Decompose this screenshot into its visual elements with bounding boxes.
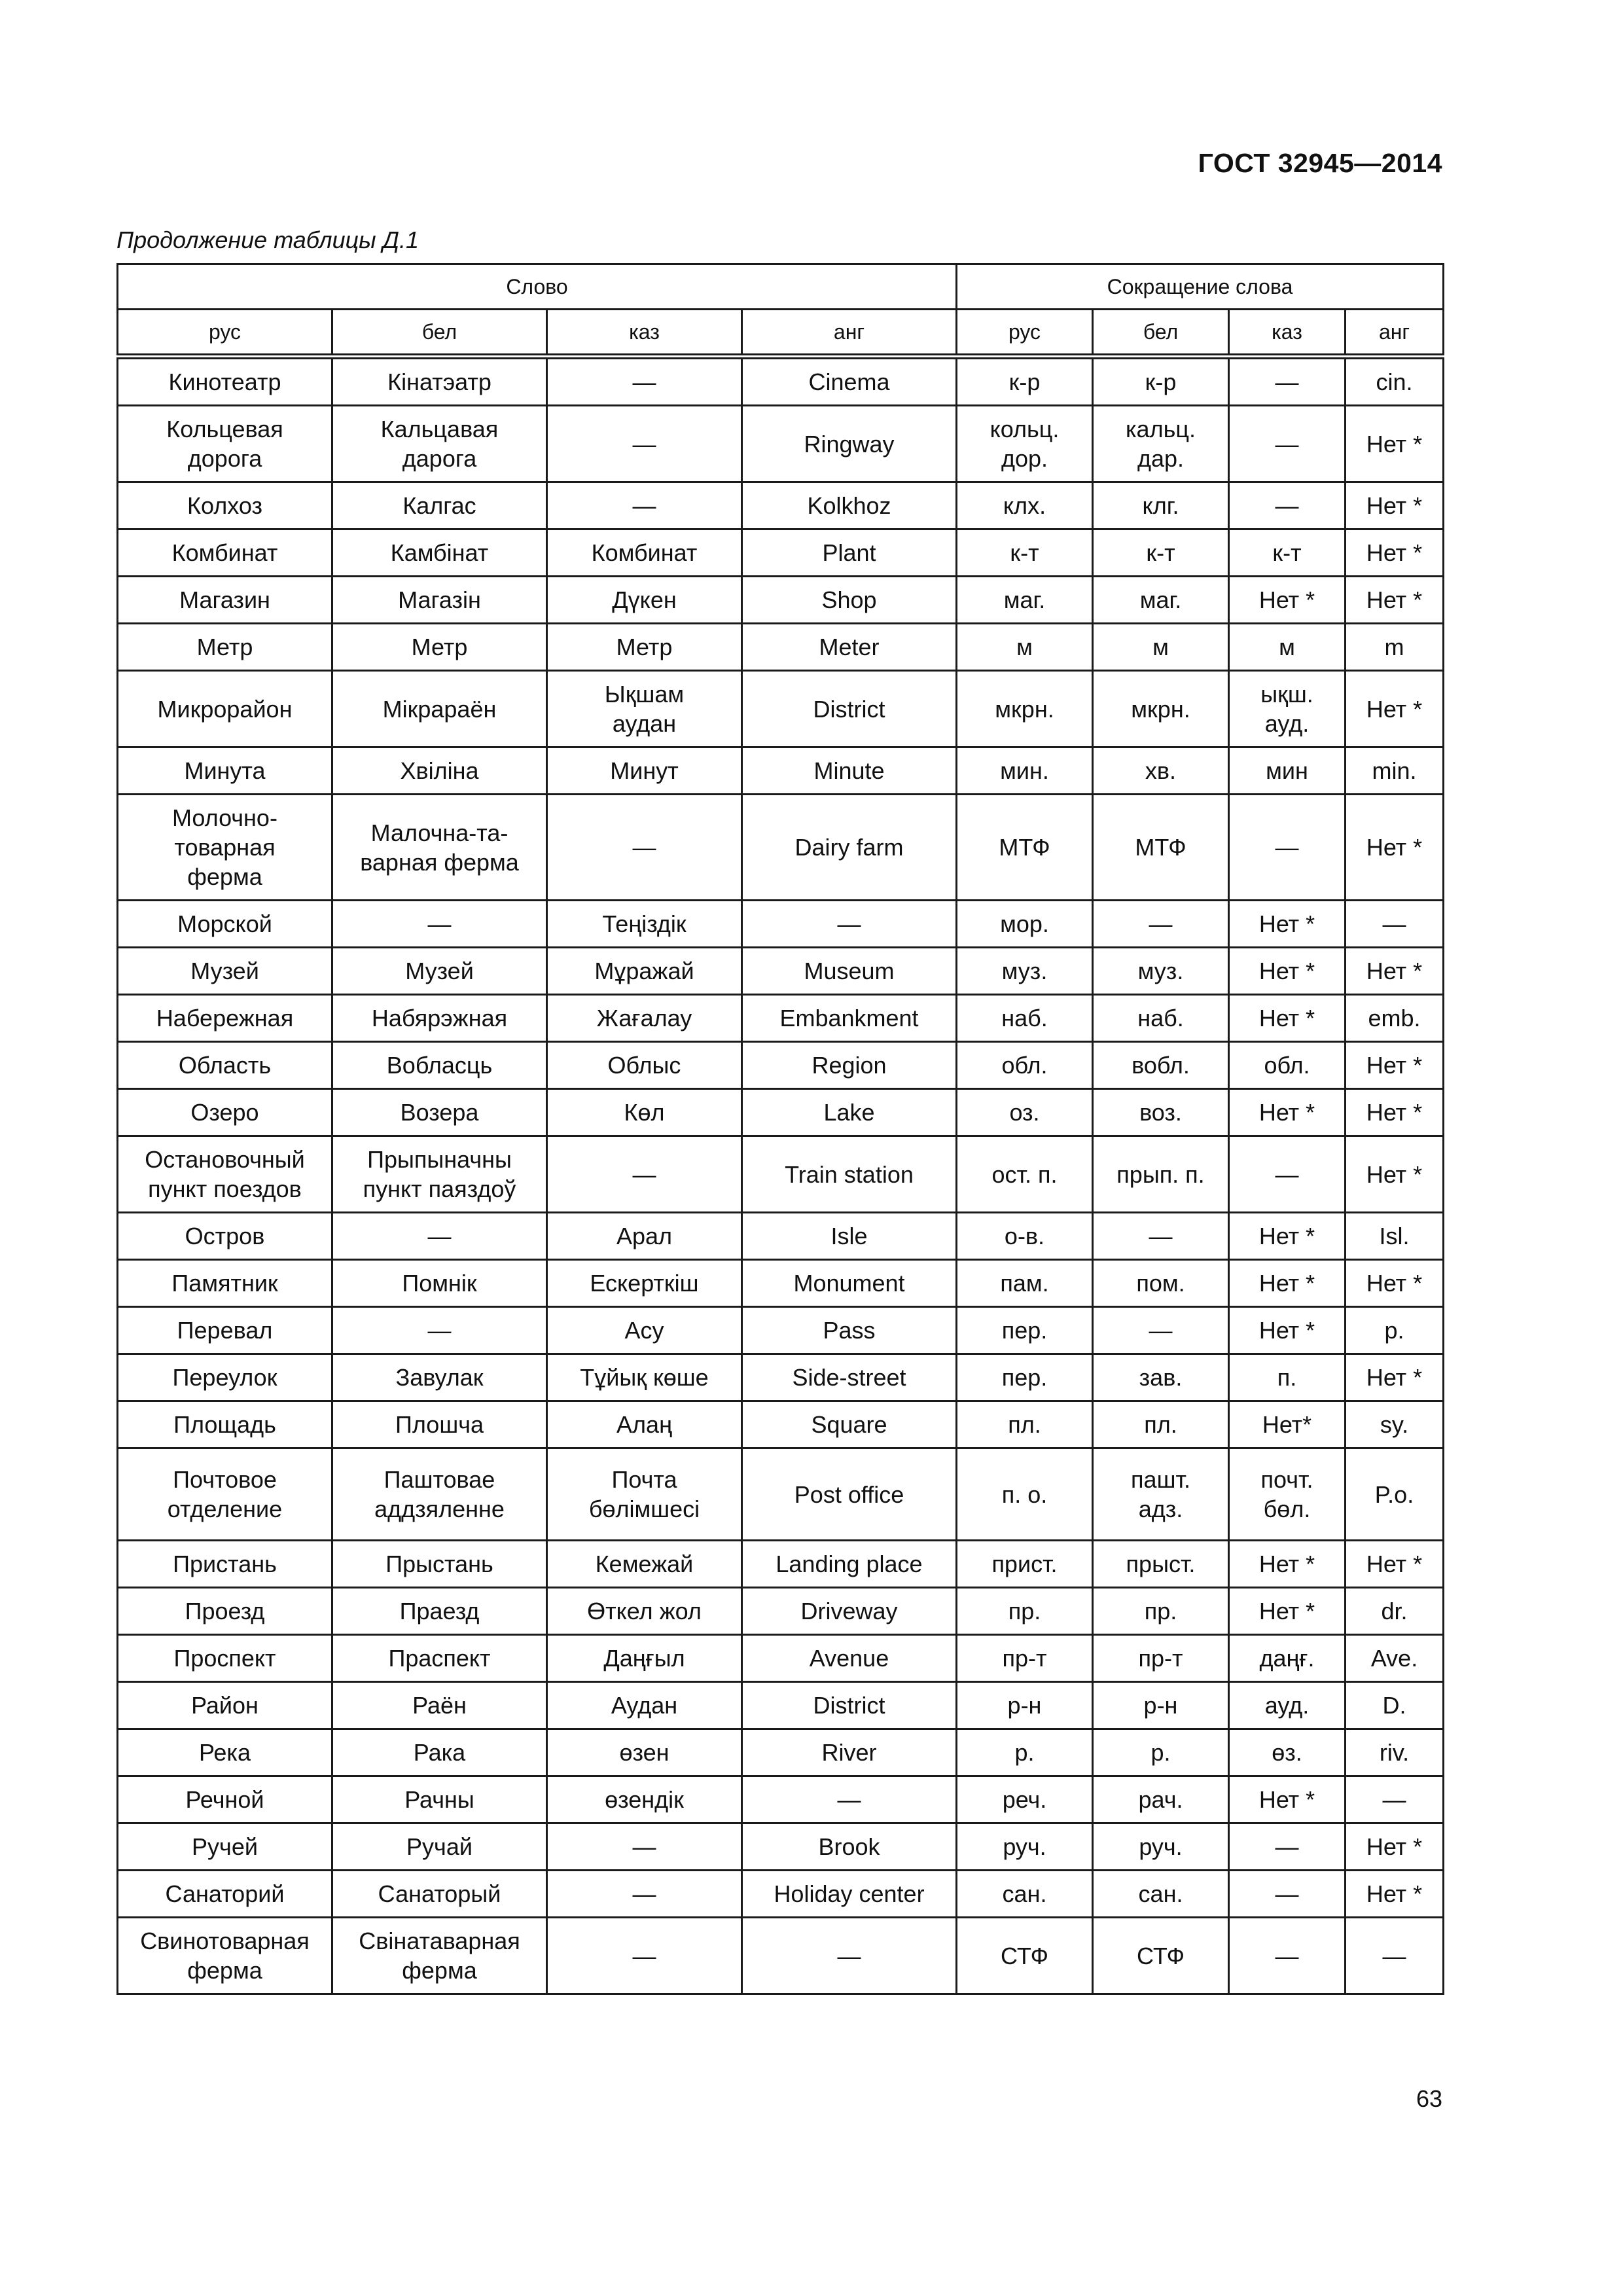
table-row (118, 1588, 1444, 1635)
table-cell: Проезд (118, 1588, 332, 1635)
table-cell: пл. (957, 1401, 1093, 1448)
table-cell: Isle (742, 1213, 957, 1260)
table-cell: Плошча (332, 1401, 547, 1448)
table-cell: Кемежай (547, 1541, 742, 1588)
table-cell: өзен (547, 1729, 742, 1776)
table-cell: ықш. ауд. (1229, 671, 1346, 747)
table-cell: Dairy farm (742, 795, 957, 901)
language-header-row (118, 310, 1444, 357)
table-row (118, 1089, 1444, 1136)
table-cell: Driveway (742, 1588, 957, 1635)
table-cell: муз. (1093, 948, 1229, 995)
table-cell: Cinema (742, 357, 957, 406)
table-cell: Минута (118, 747, 332, 795)
table-cell: пр. (957, 1588, 1093, 1635)
table-cell: ауд. (1229, 1682, 1346, 1729)
table-cell: riv. (1346, 1729, 1444, 1776)
table-cell: — (1229, 1918, 1346, 1994)
table-body (118, 357, 1444, 1994)
table-cell: өзендік (547, 1776, 742, 1823)
table-cell: оз. (957, 1089, 1093, 1136)
table-cell: обл. (1229, 1042, 1346, 1089)
table-cell: клх. (957, 482, 1093, 529)
table-cell: Речной (118, 1776, 332, 1823)
table-cell: Region (742, 1042, 957, 1089)
table-cell: СТФ (1093, 1918, 1229, 1994)
table-cell: Рака (332, 1729, 547, 1776)
table-cell: Даңғыл (547, 1635, 742, 1682)
table-cell: Нет * (1346, 529, 1444, 577)
table-cell: Нет * (1346, 671, 1444, 747)
table-cell: Нет * (1346, 1541, 1444, 1588)
table-cell: Embankment (742, 995, 957, 1042)
table-row (118, 357, 1444, 406)
table-cell: Кальцавая дарога (332, 406, 547, 482)
table-cell: — (547, 1136, 742, 1213)
table-cell: пом. (1093, 1260, 1229, 1307)
table-cell: хв. (1093, 747, 1229, 795)
table-cell: Переулок (118, 1354, 332, 1401)
column-header: бел (332, 310, 547, 357)
abbreviation-table (116, 263, 1444, 1995)
table-caption: Продолжение таблицы Д.1 (116, 226, 419, 253)
table-cell: Теңіздік (547, 901, 742, 948)
table-cell: Морской (118, 901, 332, 948)
page-number: 63 (1416, 2085, 1442, 2112)
table-cell: к-р (957, 357, 1093, 406)
table-cell: ост. п. (957, 1136, 1093, 1213)
table-cell: Музей (332, 948, 547, 995)
table-row (118, 624, 1444, 671)
table-cell: к-т (957, 529, 1093, 577)
table-cell: Почтовое отделение (118, 1448, 332, 1541)
table-cell: Малочна-та- варная ферма (332, 795, 547, 901)
table-cell: — (1229, 1823, 1346, 1871)
table-cell: Микрорайон (118, 671, 332, 747)
table-cell: Аудан (547, 1682, 742, 1729)
column-header: рус (118, 310, 332, 357)
table-row (118, 1448, 1444, 1541)
table-cell: Рачны (332, 1776, 547, 1823)
table-cell: — (547, 1918, 742, 1994)
table-cell: Өткел жол (547, 1588, 742, 1635)
table-row (118, 795, 1444, 901)
table-cell: Жағалау (547, 995, 742, 1042)
table-cell: Kolkhoz (742, 482, 957, 529)
table-cell: dr. (1346, 1588, 1444, 1635)
table-cell: Вобласць (332, 1042, 547, 1089)
table-cell: — (1346, 1776, 1444, 1823)
table-cell: руч. (957, 1823, 1093, 1871)
table-cell: sy. (1346, 1401, 1444, 1448)
table-cell: Plant (742, 529, 957, 577)
table-cell: Ringway (742, 406, 957, 482)
table-cell: Isl. (1346, 1213, 1444, 1260)
table-cell: — (1229, 357, 1346, 406)
table-cell: Нет * (1229, 577, 1346, 624)
table-row (118, 747, 1444, 795)
table-cell: рач. (1093, 1776, 1229, 1823)
table-cell: кальц. дар. (1093, 406, 1229, 482)
column-header: анг (1346, 310, 1444, 357)
table-cell: Нет * (1229, 1776, 1346, 1823)
table-cell: Метр (332, 624, 547, 671)
table-cell: Нет * (1346, 406, 1444, 482)
table-cell: Почта бөлімшесі (547, 1448, 742, 1541)
table-cell: Возера (332, 1089, 547, 1136)
table-cell: прып. п. (1093, 1136, 1229, 1213)
table-cell: Завулак (332, 1354, 547, 1401)
table-cell: — (547, 482, 742, 529)
table-cell: Область (118, 1042, 332, 1089)
table-cell: Нет * (1346, 1260, 1444, 1307)
table-row (118, 1354, 1444, 1401)
table-cell: мин (1229, 747, 1346, 795)
table-row (118, 1918, 1444, 1994)
table-cell: Река (118, 1729, 332, 1776)
table-cell: Pass (742, 1307, 957, 1354)
table-cell: пл. (1093, 1401, 1229, 1448)
table-cell: мкрн. (957, 671, 1093, 747)
table-cell: воз. (1093, 1089, 1229, 1136)
table-cell: Нет * (1346, 1089, 1444, 1136)
table-cell: Lake (742, 1089, 957, 1136)
table-cell: пам. (957, 1260, 1093, 1307)
table-cell: Көл (547, 1089, 742, 1136)
table-cell: Нет * (1346, 1042, 1444, 1089)
group-header-abbreviation: Сокращение слова (957, 264, 1444, 310)
document-code-header: ГОСТ 32945—2014 (1198, 148, 1442, 178)
table-cell: District (742, 1682, 957, 1729)
table-row (118, 901, 1444, 948)
table-cell: маг. (957, 577, 1093, 624)
table-cell: — (547, 1871, 742, 1918)
table-cell: — (1229, 1871, 1346, 1918)
table-cell: Хвіліна (332, 747, 547, 795)
table-row (118, 529, 1444, 577)
table-cell: пр-т (957, 1635, 1093, 1682)
table-cell: — (547, 406, 742, 482)
table-cell: — (1346, 901, 1444, 948)
table-cell: Калгас (332, 482, 547, 529)
column-header: рус (957, 310, 1093, 357)
table-row (118, 1401, 1444, 1448)
table-row (118, 1776, 1444, 1823)
table-cell: Озеро (118, 1089, 332, 1136)
table-cell: Нет * (1346, 1823, 1444, 1871)
group-header-row (118, 264, 1444, 310)
table-cell: min. (1346, 747, 1444, 795)
table-cell: — (1093, 1213, 1229, 1260)
table-cell: Паштовае аддзяленне (332, 1448, 547, 1541)
table-cell: Ескерткіш (547, 1260, 742, 1307)
table-cell: Санаторый (332, 1871, 547, 1918)
table-cell: Арал (547, 1213, 742, 1260)
table-cell: Прыстань (332, 1541, 547, 1588)
table-cell: p. (1346, 1307, 1444, 1354)
table-cell: Комбинат (547, 529, 742, 577)
table-cell: cin. (1346, 357, 1444, 406)
table-cell: кольц. дор. (957, 406, 1093, 482)
table-cell: m (1346, 624, 1444, 671)
table-row (118, 577, 1444, 624)
table-cell: Асу (547, 1307, 742, 1354)
table-row (118, 1136, 1444, 1213)
table-cell: Side-street (742, 1354, 957, 1401)
table-cell: — (1093, 901, 1229, 948)
table-cell: даңғ. (1229, 1635, 1346, 1682)
table-row (118, 948, 1444, 995)
column-header: каз (1229, 310, 1346, 357)
table-cell: о-в. (957, 1213, 1093, 1260)
table-cell: Тұйық көше (547, 1354, 742, 1401)
table-cell: Площадь (118, 1401, 332, 1448)
table-cell: м (1093, 624, 1229, 671)
table-cell: р-н (1093, 1682, 1229, 1729)
table-cell: Train station (742, 1136, 957, 1213)
table-cell: Проспект (118, 1635, 332, 1682)
table-cell: Прыпыначны пункт паяздоў (332, 1136, 547, 1213)
table-row (118, 1541, 1444, 1588)
group-header-word: Слово (118, 264, 957, 310)
table-cell: Нет * (1229, 1307, 1346, 1354)
table-cell: Праспект (332, 1635, 547, 1682)
table-cell: Свінатаварная ферма (332, 1918, 547, 1994)
table-cell: Кинотеатр (118, 357, 332, 406)
table-row (118, 406, 1444, 482)
table-cell: Нет * (1229, 901, 1346, 948)
table-cell: обл. (957, 1042, 1093, 1089)
table-cell: Камбінат (332, 529, 547, 577)
table-cell: р. (957, 1729, 1093, 1776)
table-cell: р-н (957, 1682, 1093, 1729)
table-cell: Облыс (547, 1042, 742, 1089)
table-row (118, 1042, 1444, 1089)
table-cell: District (742, 671, 957, 747)
table-cell: Район (118, 1682, 332, 1729)
table-cell: Метр (547, 624, 742, 671)
table-cell: Нет * (1229, 1588, 1346, 1635)
table-cell: почт. бөл. (1229, 1448, 1346, 1541)
table-cell: МТФ (1093, 795, 1229, 901)
table-cell: Остров (118, 1213, 332, 1260)
table-cell: п. (1229, 1354, 1346, 1401)
table-cell: emb. (1346, 995, 1444, 1042)
table-cell: к-р (1093, 357, 1229, 406)
table-cell: вобл. (1093, 1042, 1229, 1089)
table-cell: D. (1346, 1682, 1444, 1729)
table-cell: мкрн. (1093, 671, 1229, 747)
table-cell: п. о. (957, 1448, 1093, 1541)
table-cell: Нет * (1346, 1354, 1444, 1401)
table-cell: Нет * (1229, 1260, 1346, 1307)
table-cell: мин. (957, 747, 1093, 795)
column-header: бел (1093, 310, 1229, 357)
table-cell: к-т (1229, 529, 1346, 577)
table-cell: зав. (1093, 1354, 1229, 1401)
table-cell: сан. (957, 1871, 1093, 1918)
table-cell: Нет * (1229, 995, 1346, 1042)
table-cell: Магазин (118, 577, 332, 624)
table-cell: Кольцевая дорога (118, 406, 332, 482)
table-cell: Нет * (1346, 577, 1444, 624)
table-row (118, 1213, 1444, 1260)
table-cell: Памятник (118, 1260, 332, 1307)
table-cell: Молочно- товарная ферма (118, 795, 332, 901)
table-cell: Свинотоварная ферма (118, 1918, 332, 1994)
table-cell: — (742, 1918, 957, 1994)
table-cell: Нет * (1229, 948, 1346, 995)
table-cell: пер. (957, 1307, 1093, 1354)
table-cell: — (1229, 1136, 1346, 1213)
table-cell: пр. (1093, 1588, 1229, 1635)
table-cell: Ave. (1346, 1635, 1444, 1682)
table-cell: — (547, 795, 742, 901)
table-row (118, 1307, 1444, 1354)
table-cell: Санаторий (118, 1871, 332, 1918)
table-cell: Музей (118, 948, 332, 995)
table-cell: Ручай (332, 1823, 547, 1871)
table-row (118, 482, 1444, 529)
table-cell: Нет * (1346, 1136, 1444, 1213)
table-cell: Кінатэатр (332, 357, 547, 406)
table-cell: River (742, 1729, 957, 1776)
table-cell: Shop (742, 577, 957, 624)
table-cell: Monument (742, 1260, 957, 1307)
table-cell: Нет * (1346, 795, 1444, 901)
table-cell: пашт. адз. (1093, 1448, 1229, 1541)
table-row (118, 671, 1444, 747)
table-cell: Museum (742, 948, 957, 995)
table-cell: муз. (957, 948, 1093, 995)
table-cell: Нет * (1229, 1213, 1346, 1260)
table-row (118, 1729, 1444, 1776)
table-cell: Пристань (118, 1541, 332, 1588)
table-row (118, 1871, 1444, 1918)
table-cell: м (957, 624, 1093, 671)
table-cell: — (742, 901, 957, 948)
table-cell: Раён (332, 1682, 547, 1729)
table-cell: прыст. (1093, 1541, 1229, 1588)
table-row (118, 1635, 1444, 1682)
table-cell: — (332, 1307, 547, 1354)
table-cell: Минут (547, 747, 742, 795)
table-cell: Помнік (332, 1260, 547, 1307)
table-cell: СТФ (957, 1918, 1093, 1994)
table-cell: Нет * (1229, 1541, 1346, 1588)
table-cell: МТФ (957, 795, 1093, 901)
table-cell: Метр (118, 624, 332, 671)
table-cell: — (1229, 795, 1346, 901)
table-cell: руч. (1093, 1823, 1229, 1871)
table-cell: — (1229, 482, 1346, 529)
table-cell: пр-т (1093, 1635, 1229, 1682)
table-cell: Нет * (1346, 948, 1444, 995)
table-cell: Minute (742, 747, 957, 795)
table-cell: Meter (742, 624, 957, 671)
table-cell: Комбинат (118, 529, 332, 577)
table-cell: прист. (957, 1541, 1093, 1588)
table-cell: — (332, 1213, 547, 1260)
table-cell: Остановочный пункт поездов (118, 1136, 332, 1213)
table-cell: м (1229, 624, 1346, 671)
table-cell: — (332, 901, 547, 948)
table-cell: к-т (1093, 529, 1229, 577)
table-cell: маг. (1093, 577, 1229, 624)
table-cell: клг. (1093, 482, 1229, 529)
table-cell: Праезд (332, 1588, 547, 1635)
table-cell: Мұражай (547, 948, 742, 995)
table-cell: Перевал (118, 1307, 332, 1354)
table-cell: наб. (1093, 995, 1229, 1042)
table-cell: Avenue (742, 1635, 957, 1682)
table-cell: Алаң (547, 1401, 742, 1448)
table-cell: Нет * (1229, 1089, 1346, 1136)
column-header: каз (547, 310, 742, 357)
table-cell: Мікрараён (332, 671, 547, 747)
table-cell: — (1229, 406, 1346, 482)
table-cell: Square (742, 1401, 957, 1448)
table-cell: — (1093, 1307, 1229, 1354)
table-cell: Нет * (1346, 482, 1444, 529)
table-cell: Набярэжная (332, 995, 547, 1042)
table-cell: реч. (957, 1776, 1093, 1823)
table-cell: мор. (957, 901, 1093, 948)
table-row (118, 1682, 1444, 1729)
table-cell: Ручей (118, 1823, 332, 1871)
table-cell: — (742, 1776, 957, 1823)
table-cell: Нет* (1229, 1401, 1346, 1448)
table-cell: Нет * (1346, 1871, 1444, 1918)
column-header: анг (742, 310, 957, 357)
table-cell: Landing place (742, 1541, 957, 1588)
table-cell: Holiday center (742, 1871, 957, 1918)
table-cell: сан. (1093, 1871, 1229, 1918)
table-cell: Набережная (118, 995, 332, 1042)
table-cell: P.o. (1346, 1448, 1444, 1541)
table-cell: пер. (957, 1354, 1093, 1401)
table-cell: — (1346, 1918, 1444, 1994)
table-cell: — (547, 1823, 742, 1871)
table-cell: өз. (1229, 1729, 1346, 1776)
table-cell: Дүкен (547, 577, 742, 624)
table-cell: — (547, 357, 742, 406)
table-row (118, 1260, 1444, 1307)
table-row (118, 1823, 1444, 1871)
table-cell: Колхоз (118, 482, 332, 529)
table-cell: р. (1093, 1729, 1229, 1776)
table-row (118, 995, 1444, 1042)
table-cell: наб. (957, 995, 1093, 1042)
table-cell: Post office (742, 1448, 957, 1541)
table-cell: Brook (742, 1823, 957, 1871)
table-cell: Магазін (332, 577, 547, 624)
table-cell: Ықшам аудан (547, 671, 742, 747)
